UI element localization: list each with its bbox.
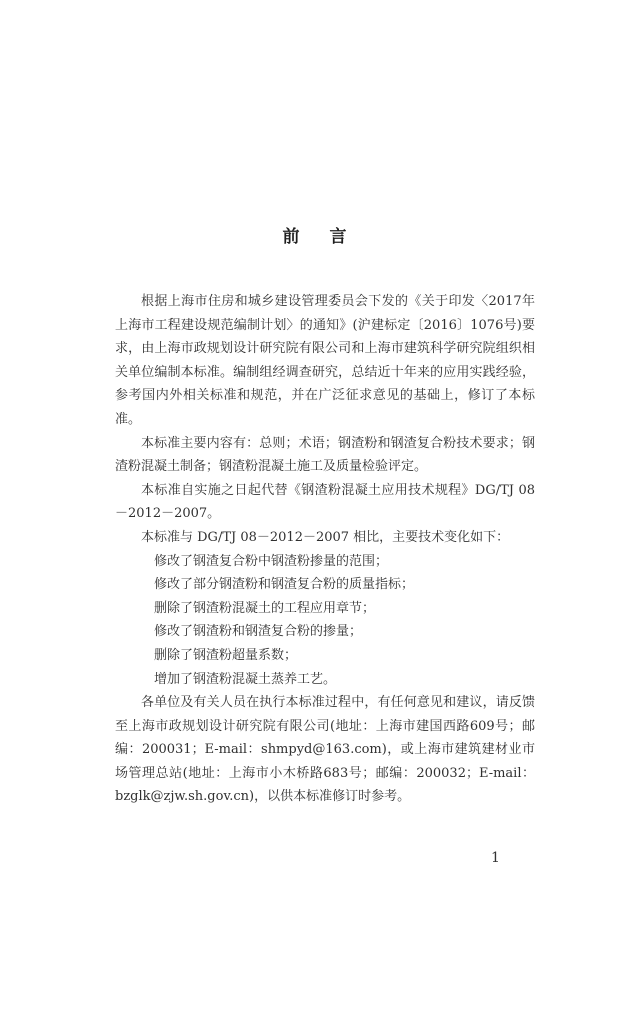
change-item: 删除了钢渣粉混凝土的工程应用章节；: [154, 600, 376, 616]
page-number: 1: [491, 850, 500, 866]
paragraph-contents: 本标准主要内容有：总则；术语；钢渣粉和钢渣复合粉技术要求；钢渣粉混凝土制备；钢渣粉混凝土施工及质量检验评定。: [115, 435, 535, 475]
paragraph-background: 根据上海市住房和城乡建设管理委员会下发的《关于印发〈2017年上海市工程建设规范编制计划〉的通知》(沪建标定〔2016〕1076号)要求，由上海市政规划设计研究院有限公司和上海市建筑科学研究院组织相关单位编制本标准。编制组经调查研究，总结近十年来的应用实践经验，参考国内外相关标准和规范，并在广泛征求意见的基础上，修订了本标准。: [115, 294, 535, 427]
change-item: 修改了钢渣复合粉中钢渣粉掺量的范围；: [154, 553, 389, 569]
change-item: 删除了钢渣粉超量系数；: [154, 647, 298, 663]
paragraph-changes-intro: 本标准与 DG/TJ 08－2012－2007 相比，主要技术变化如下：: [141, 529, 510, 545]
change-item: 修改了钢渣粉和钢渣复合粉的掺量；: [154, 624, 363, 640]
change-item: 修改了部分钢渣粉和钢渣复合粉的质量指标；: [154, 577, 415, 593]
change-list: [115, 550, 535, 692]
preface-body: [115, 290, 535, 809]
change-item: 增加了钢渣粉混凝土蒸养工艺。: [154, 671, 337, 687]
paragraph-replacement: 本标准自实施之日起代替《钢渣粉混凝土应用技术规程》DG/TJ 08－2012－2007。: [115, 482, 535, 522]
page-title: 前 言: [282, 227, 359, 247]
paragraph-feedback: 各单位及有关人员在执行本标准过程中，有任何意见和建议，请反馈至上海市政规划设计研究院有限公司(地址：上海市建国西路609号；邮编：200031；E-mail：shmpyd@163.com)，或上海市建筑建材业市场管理总站(地址：上海市小木桥路683号；邮编：200032；E-mail：bzglk@zjw.sh.gov.cn)，以供本标准修订时参考。: [115, 695, 535, 805]
